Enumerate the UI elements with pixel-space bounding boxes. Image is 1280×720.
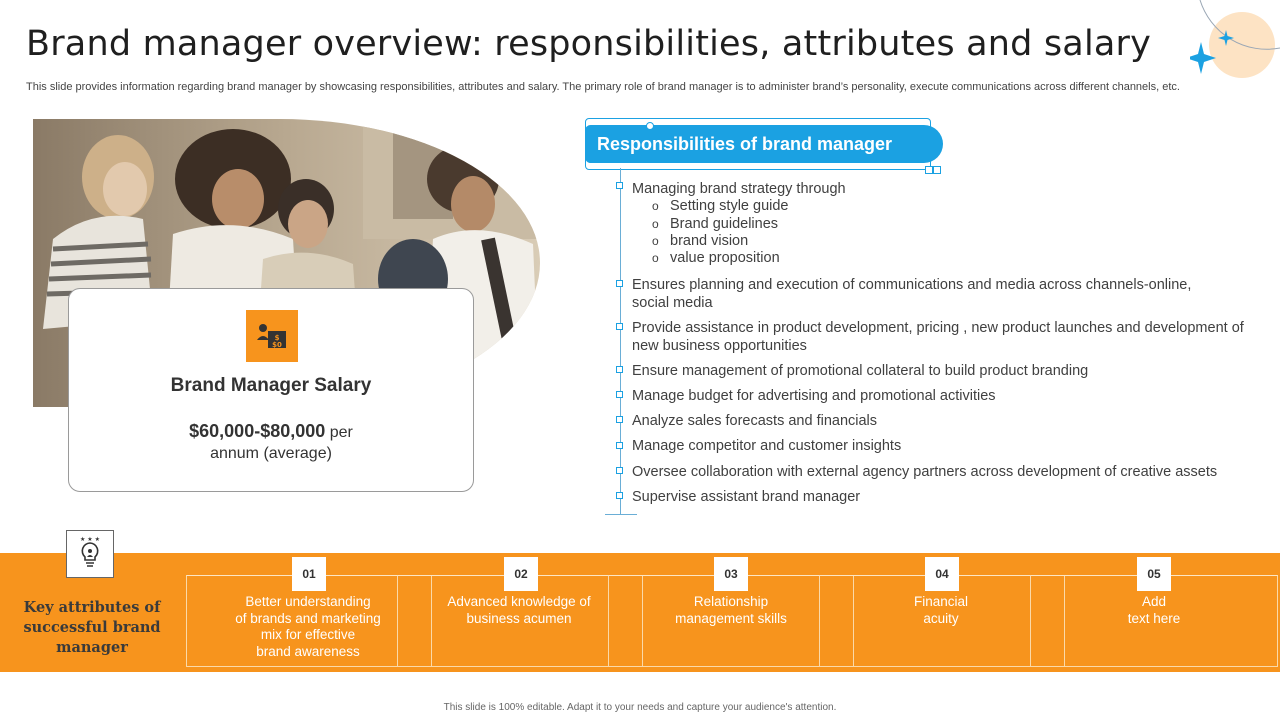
attribute-number: 01 (292, 557, 326, 591)
timeline-line (620, 168, 621, 514)
responsibility-item: Manage competitor and customer insights (632, 438, 902, 454)
attribute-number: 02 (504, 557, 538, 591)
responsibility-item: Supervise assistant brand manager (632, 489, 861, 505)
frame-handle-icon (933, 166, 941, 174)
svg-text:★ ★ ★: ★ ★ ★ (80, 536, 100, 543)
attributes-label: Key attributes of successful brand manager (23, 599, 161, 656)
salary-period: annum (average) (210, 445, 332, 462)
responsibilities-header: Responsibilities of brand manager (585, 125, 943, 163)
attribute-text: Relationship management skills (675, 594, 787, 626)
responsibility-item: Oversee collaboration with external agency partners across development of creative assets (632, 464, 1218, 480)
sparkle-decoration-icon (1190, 0, 1280, 90)
attribute-text: Advanced knowledge of business acumen (447, 594, 591, 626)
attribute-number: 04 (925, 557, 959, 591)
salary-card (68, 288, 474, 492)
sub-item: o brand vision (652, 233, 749, 249)
timeline-base (605, 514, 637, 515)
attribute-text: Financial acuity (913, 594, 969, 626)
bullet-icon (616, 366, 623, 373)
svg-text:$0: $0 (272, 341, 282, 349)
attribute-number: 05 (1137, 557, 1171, 591)
sub-item: o Brand guidelines (652, 215, 779, 232)
footer-note: This slide is 100% editable. Adapt it to your needs and capture your audience's attention. (443, 702, 837, 713)
responsibility-item: Managing brand strategy through (632, 181, 846, 197)
attribute-number: 03 (714, 557, 748, 591)
responsibility-item: Ensures planning and execution of communications and media across channels-online, social media (632, 277, 1192, 311)
responsibility-item: Analyze sales forecasts and financials (632, 413, 878, 429)
svg-text:$: $ (274, 334, 280, 342)
money-person-icon (246, 310, 298, 362)
sub-item: o Setting style guide (652, 198, 789, 214)
attribute-text: Better understanding of brands and marketing mix for effective brand awareness (235, 594, 381, 659)
salary-suffix: per (325, 424, 353, 441)
bullet-icon (616, 391, 623, 398)
bullet-icon (616, 442, 623, 449)
bullet-icon (616, 323, 623, 330)
bullet-icon (616, 416, 623, 423)
frame-handle-icon (925, 166, 933, 174)
bullet-icon (616, 280, 623, 287)
page-title: Brand manager overview: responsibilities, attributes and salary (26, 24, 1152, 64)
bullet-icon (616, 467, 623, 474)
salary-title: Brand Manager Salary (170, 375, 372, 396)
lightbulb-person-icon (66, 530, 114, 578)
responsibility-item: Provide assistance in product development, pricing , new product launches and development of new business opportunities (632, 320, 1244, 354)
attribute-text: Add text here (1127, 594, 1181, 626)
sub-item: o value proposition (652, 250, 780, 266)
salary-range: $60,000-$80,000 (189, 421, 326, 441)
salary-amount (69, 421, 473, 464)
bullet-icon (616, 182, 623, 189)
page-subtitle: This slide provides information regarding brand manager by showcasing responsibilities, attributes and salary. The primary role of brand manager is to administer brand’s personality, execute communications across different channels, etc. (26, 81, 1180, 93)
bullet-icon (616, 492, 623, 499)
frame-dot-icon (646, 122, 654, 130)
responsibility-item: Ensure management of promotional collateral to build product branding (632, 363, 1089, 379)
responsibility-item: Manage budget for advertising and promotional activities (632, 388, 996, 404)
